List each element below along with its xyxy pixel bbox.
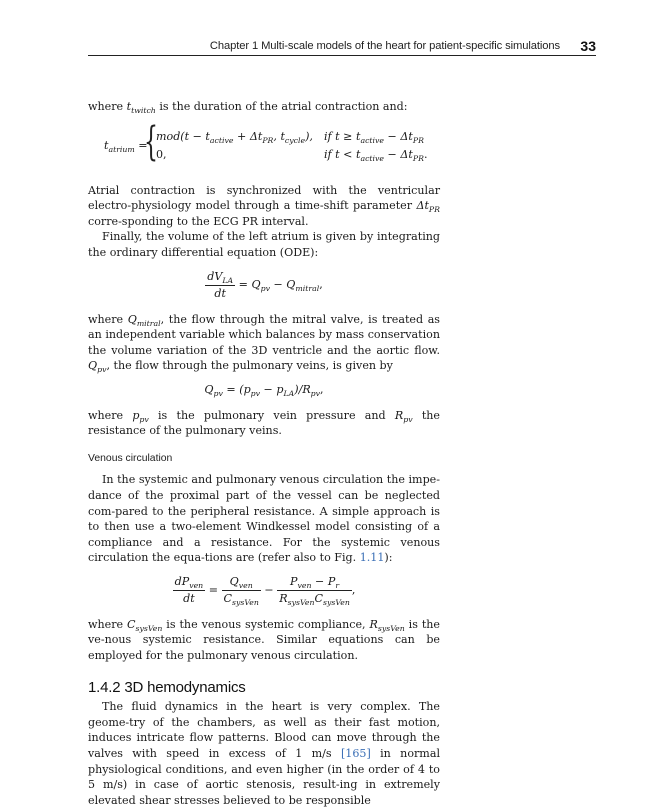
equation-qpv: $Q_{pv} = (p_{pv} - p_{LA})/R_{pv}$, <box>204 382 324 399</box>
body-text <box>88 99 440 808</box>
figure-link[interactable]: 1.11 <box>359 551 385 565</box>
running-header <box>88 38 596 58</box>
citation-link[interactable]: [165] <box>340 747 371 761</box>
paragraph-atrial-contraction: Atrial contraction is synchronized with the ventricular electro-physiology model through a time-shift parameter $\Delta t_{PR}$ corre-sponding to the ECG PR interval. <box>88 183 440 228</box>
equation-t-atrium: $t_{atrium}$ = { $mod(t - t_{active} + \Delta t_{PR}$, $t_{cycle}$), 0, if $t \ge t_{active} - \Delta t_{PR}$ if $t < t_{active} - \Delta t_{PR}$. <box>104 118 428 165</box>
header-title: Chapter 1 Multi-scale models of the heart for patient-specific simulations <box>209 40 560 52</box>
equation-venous: $\frac{dP_{ven}}{dt}$ = $\frac{Q_{ven}}{C_{sysVen}}$ − $\frac{P_{ven} - P_r}{R_{sysVen}C_{sysVen}}$ , <box>174 574 356 608</box>
paragraph-pulmonary-vein: where $p_{pv}$ is the pulmonary vein pressure and $R_{pv}$ the resistance of the pulmonary veins. <box>88 408 440 438</box>
header-rule <box>88 55 596 56</box>
page-number: 33 <box>580 38 596 54</box>
equation-ode: $\frac{dV_{LA}}{dt}$ = $Q_{pv} - Q_{mitral}$, <box>207 269 323 300</box>
paragraph-hemodynamics: The fluid dynamics in the heart is very complex. The geome-try of the chambers, as well as their fast motion, induces intricate flow patterns. Blood can move through the valves with speed in excess of 1 m/s [165] in normal physiological conditions, and even higher (in the order of 4 to 5 m/s) in case of aortic stenosis, result-ing in extremely elevated shear stresses believed to be responsible <box>88 700 440 807</box>
paragraph-windkessel: In the systemic and pulmonary venous circulation the impe-dance of the proximal part of the vessel can be neglected com-pared to the peripheral resistance. A simple approach is to then use a two-element Windkessel model consisting of a compliance and a resistance. For the systemic venous circulation the equa-tions are (refer also to Fig. 1.11): <box>88 473 440 565</box>
paragraph-left-atrium: Finally, the volume of the left atrium is given by integrating the ordinary differential equation (ODE): <box>88 230 440 259</box>
paragraph-twitch: where $t_{twitch}$ is the duration of the atrial contraction and: <box>88 100 408 116</box>
paragraph-mitral: where $Q_{mitral}$, the flow through the mitral valve, is treated as an independent variable which balances by mass conservation the volume variation of the 3D ventricle and the aortic flow. $Q_{pv}$, the flow through the pulmonary veins, is given by <box>88 312 440 375</box>
subheading-venous-circulation: Venous circulation <box>88 452 173 464</box>
section-heading: 1.4.2 3D hemodynamics <box>88 678 246 696</box>
paragraph-venous-compliance: where $C_{sysVen}$ is the venous systemic compliance, $R_{sysVen}$ is the ve-nous systemic resistance. Similar equations can be employed for the pulmonary venous circulation. <box>88 617 440 663</box>
left-brace: { <box>144 118 158 165</box>
